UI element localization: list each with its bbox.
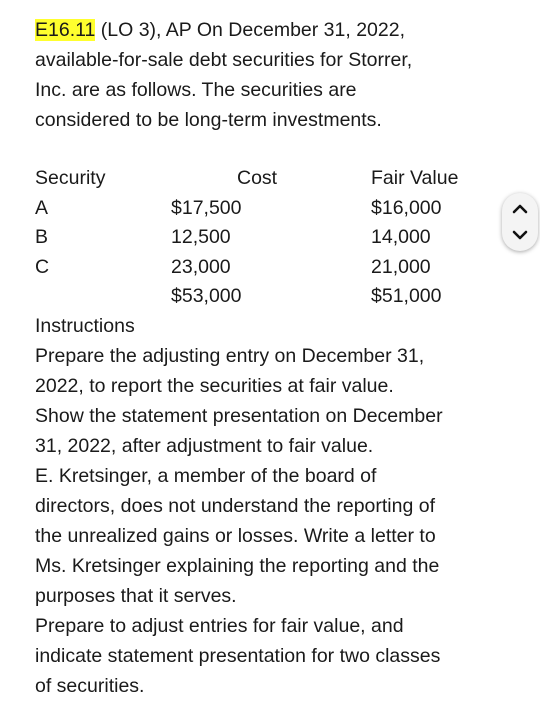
instructions-line: Ms. Kretsinger explaining the reporting and the xyxy=(35,555,440,577)
header-security: Security xyxy=(35,167,106,189)
instructions-heading: Instructions xyxy=(35,315,135,337)
instructions-line: 2022, to report the securities at fair value. xyxy=(35,375,394,397)
instructions-line: directors, does not understand the reporting of xyxy=(35,495,435,517)
row-security: C xyxy=(35,255,50,278)
intro-line: considered to be long-term investments. xyxy=(35,109,382,131)
row-security: B xyxy=(35,226,49,248)
row-security: A xyxy=(35,196,49,219)
instructions-line: of securities. xyxy=(35,675,145,697)
row-cost: $17,500 xyxy=(171,196,242,219)
table-header-row xyxy=(35,163,495,193)
table-row xyxy=(35,193,495,223)
problem-code: E16.11 xyxy=(35,19,96,41)
chevron-up-icon[interactable] xyxy=(510,199,530,219)
total-fair-value: $51,000 xyxy=(371,285,442,307)
row-cost: 23,000 xyxy=(171,255,231,278)
problem-intro xyxy=(35,15,515,135)
instructions-line: 31, 2022, after adjustment to fair value. xyxy=(35,435,374,457)
instructions-line: purposes that it serves. xyxy=(35,585,237,607)
row-fair-value: 14,000 xyxy=(371,226,431,248)
intro-line: available-for-sale debt securities for Storrer, xyxy=(35,49,413,71)
securities-table xyxy=(35,163,495,311)
instructions-line: indicate statement presentation for two classes xyxy=(35,645,441,667)
chevron-down-icon[interactable] xyxy=(510,225,530,245)
row-fair-value: $16,000 xyxy=(371,196,442,219)
instructions-line: the unrealized gains or losses. Write a letter to xyxy=(35,525,436,547)
row-cost: 12,500 xyxy=(171,226,231,248)
row-fair-value: 21,000 xyxy=(371,255,431,278)
table-total-row xyxy=(35,281,495,311)
table-row xyxy=(35,222,495,252)
total-cost: $53,000 xyxy=(171,285,242,307)
page-navigation-control xyxy=(502,193,538,251)
instructions-section xyxy=(35,311,525,701)
instructions-line: Prepare the adjusting entry on December 31, xyxy=(35,345,425,367)
instructions-line: Prepare to adjust entries for fair value, and xyxy=(35,615,404,637)
header-cost: Cost xyxy=(237,167,278,189)
instructions-line: Show the statement presentation on December xyxy=(35,405,443,427)
intro-line: Inc. are as follows. The securities are xyxy=(35,79,357,101)
header-fair-value: Fair Value xyxy=(371,167,459,189)
intro-first-line-text: (LO 3), AP On December 31, 2022, xyxy=(95,19,405,41)
intro-first-line xyxy=(35,15,515,45)
table-row xyxy=(35,252,495,282)
instructions-line: E. Kretsinger, a member of the board of xyxy=(35,465,377,487)
